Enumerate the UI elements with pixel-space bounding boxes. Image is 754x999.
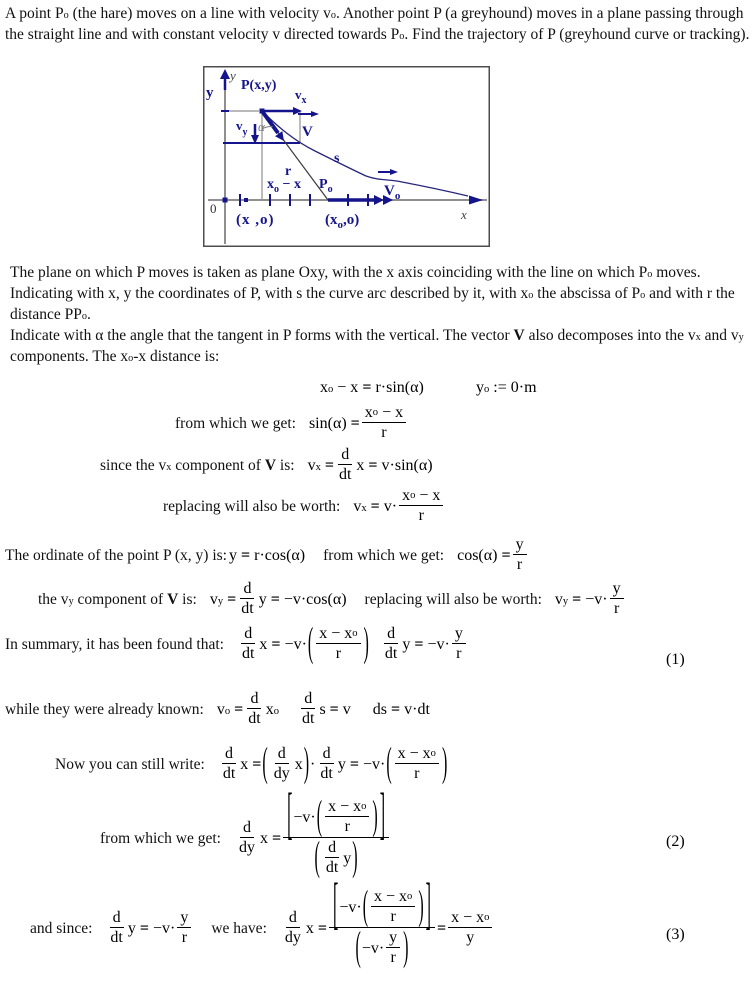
vy-lhs2: $v_y = -v\cdot$	[554, 590, 608, 608]
x-point-dot	[244, 198, 248, 202]
derivative-d-dy: $\frac{d}{dy}$	[238, 819, 255, 856]
dxdy-lhs: x =	[259, 829, 282, 847]
intro-paragraph	[5, 3, 750, 45]
fraction: x − x o r	[316, 625, 360, 664]
fraction: x o − x r	[399, 487, 443, 526]
v0-rhs: $x_o$	[265, 700, 279, 718]
row-known	[5, 690, 430, 729]
sin-alpha-lhs: sin(α) =	[308, 414, 360, 432]
derivative-d-dt: $\frac{d}{dt}$	[320, 745, 333, 782]
left-paren: (	[262, 741, 268, 786]
p0-label: $P_o$	[319, 177, 333, 195]
derivative-d-dt: $\frac{d}{dt}$	[241, 625, 255, 662]
ds-dt-rhs: s = v	[319, 700, 351, 718]
big-fraction	[283, 785, 389, 880]
right-paren: )	[363, 621, 369, 666]
denominator-y: y	[343, 849, 352, 867]
vx-rhs: x = v·sin(α)	[356, 456, 433, 474]
row-final	[30, 875, 494, 970]
p-point-dot	[260, 109, 265, 114]
right-paren: )	[441, 741, 448, 786]
equation-number-2: (2)	[666, 833, 685, 850]
fraction: $\frac{y}{r}$	[386, 929, 400, 968]
paragraph-indicating: Indicating with x, y the coordinates of P, with s the curve arc described by it, with $x_o$ the abscissa of $P_o$ and with r the distance $PP_o$.	[10, 285, 735, 323]
fraction: x o − x r	[362, 404, 406, 443]
chain-x: x	[294, 755, 303, 773]
row-i-label: Now you can still write:	[55, 755, 205, 773]
row-vy-derivative	[38, 580, 626, 619]
derivative-d-dy: $\frac{d}{dy}$	[273, 745, 290, 782]
vx-label: $v_x$	[295, 87, 307, 106]
summary-y-mid: y = −v·	[402, 635, 450, 653]
v-label: V	[302, 124, 313, 140]
right-paren: )	[303, 741, 310, 786]
minus-v-term: −v·	[361, 939, 385, 957]
row-e-label: The ordinate of the point P (x, y) is:	[5, 546, 227, 564]
left-paren: (	[355, 925, 361, 970]
minus-v-term: −v·	[293, 808, 316, 826]
row-vx-replaced	[163, 487, 445, 526]
equation-x0-minus-x: $x_o - x = r\cdot\sin(\alpha)$	[320, 379, 424, 396]
derivative-d-dt: $\frac{d}{dt}$	[222, 745, 236, 782]
p-label: P(x,y)	[241, 78, 277, 93]
vy-lhs: $v_y$ =	[209, 590, 237, 608]
vx-lhs: $v_x$ =	[307, 456, 334, 474]
right-paren: )	[372, 794, 378, 839]
v0-lhs: $v_o$ =	[216, 700, 244, 718]
fraction: x − x o r	[371, 888, 415, 927]
row-c-label: since the $v_x$ component of V is:	[100, 456, 295, 474]
big-fraction-numerator	[329, 875, 435, 937]
since-y-equals: y = −v·	[127, 919, 176, 937]
ds-equation: ds = v·dt	[372, 700, 430, 718]
origin-dot	[223, 198, 228, 203]
alpha-label: α	[258, 119, 265, 134]
paragraph-angle: Indicate with α the angle that the tangent in P forms with the vertical. The vector V also decomposes into the $v_x$ and $v_y$ components. The $x_o-x$ distance is:	[10, 327, 744, 365]
final-lhs: x =	[305, 919, 327, 937]
row-summary	[5, 621, 468, 666]
chain-y-equals: y = −v·	[337, 755, 386, 773]
vx-lhs2: $v_x = v\cdot$	[353, 497, 398, 515]
right-bracket: ]	[379, 785, 386, 847]
derivative-d-dt: $\frac{d}{dt}$	[248, 690, 261, 727]
y-coord-label: y	[206, 85, 214, 101]
minus-v-term: −v·	[339, 898, 362, 916]
left-paren: (	[307, 621, 314, 666]
x0-point-label: $(x_o,o)$	[325, 212, 360, 231]
big-fraction-denominator	[351, 925, 412, 970]
fraction: x − x o y	[448, 909, 492, 948]
distance-label: $x_o - x$	[267, 177, 301, 195]
derivative-d-dt: $\frac{d}{dt}$	[110, 909, 123, 946]
row-k-label: and since:	[30, 919, 93, 937]
row-k-label2: we have:	[211, 919, 267, 937]
fraction: x − x o r	[395, 745, 439, 784]
intro-text: A point $P_o$ (the hare) moves on a line with velocity $v_o$. Another point P (a greyhound) moves in a plane passing through the straight line and with constant velocity v directed towards $P_o$. Find the trajectory of P (greyhound curve or tracking).	[5, 5, 750, 43]
left-paren: (	[386, 741, 392, 786]
row-g-label: In summary, it has been found that:	[5, 635, 224, 653]
equation-y0-definition: $y_o$ := 0·m	[476, 379, 537, 396]
row-f-label2: replacing will also be worth:	[364, 590, 542, 608]
row-vx-derivative	[100, 446, 433, 485]
y-axis-label: y	[230, 68, 236, 83]
fraction: $\frac{y}{r}$	[610, 580, 624, 619]
left-bracket: [	[333, 875, 339, 937]
pursuit-diagram	[203, 66, 490, 247]
left-paren: (	[314, 835, 320, 880]
fraction: $\frac{y}{r}$	[177, 909, 191, 948]
v0-label: $V_o$	[384, 183, 401, 202]
row-b-label: from which we get:	[175, 414, 296, 432]
right-paren: )	[418, 884, 424, 929]
derivative-d-dt: $\frac{d}{dt}$	[325, 839, 339, 876]
chain-x-equals: x =	[240, 755, 262, 773]
s-label: s	[334, 151, 340, 166]
x-axis-label: x	[461, 207, 467, 222]
vy-label: $v_y$	[236, 118, 248, 138]
row-h-label: while they were already known:	[5, 700, 204, 718]
fraction: $\frac{y}{r}$	[452, 625, 466, 664]
cos-alpha-lhs: cos(α) =	[457, 546, 511, 564]
derivative-d-dy: $\frac{d}{dy}$	[284, 909, 301, 946]
left-paren: (	[316, 794, 323, 839]
final-equals: =	[436, 919, 447, 937]
chain-dot: ·	[310, 755, 316, 773]
derivative-d-dt: $\frac{d}{dt}$	[301, 690, 315, 727]
paragraph-plane: The plane on which P moves is taken as plane Oxy, with the x axis coinciding with the line on which $P_o$ moves.	[10, 264, 701, 281]
row-sin-alpha	[175, 404, 408, 443]
vy-rhs: y = −v·cos(α)	[258, 590, 347, 608]
origin-label: 0	[210, 201, 217, 216]
derivative-d-dt: $\frac{d}{dt}$	[338, 446, 352, 483]
right-bracket: ]	[425, 875, 431, 937]
right-paren: )	[352, 835, 358, 880]
summary-x-mid: x = −v·	[259, 635, 307, 653]
equation-number-3: (3)	[666, 926, 685, 943]
row-chain-rule	[55, 741, 448, 786]
x-point-label: (x ,o)	[236, 212, 275, 228]
derivative-d-dt: $\frac{d}{dt}$	[241, 580, 254, 617]
y-equals: y = r·cos(α)	[228, 546, 306, 564]
big-fraction-denominator	[311, 835, 362, 880]
right-paren: )	[403, 925, 409, 970]
fraction: $\frac{y}{r}$	[513, 536, 527, 575]
row-d-label: replacing will also be worth:	[163, 497, 341, 515]
row-j-label: from which we get:	[100, 829, 221, 847]
left-paren: (	[362, 884, 369, 929]
row-ordinate	[5, 536, 529, 575]
fraction: x − x o r	[325, 798, 369, 837]
derivative-d-dt: $\frac{d}{dt}$	[384, 625, 398, 662]
row-e-label2: from which we get:	[323, 546, 445, 564]
r-label: r	[285, 164, 292, 179]
big-fraction-numerator	[283, 785, 389, 847]
big-fraction	[329, 875, 435, 970]
description-paragraphs	[10, 262, 750, 367]
row-f-label: the $v_y$ component of V is:	[38, 590, 197, 608]
equation-number-1: (1)	[666, 651, 685, 668]
row-dxdy	[100, 785, 391, 880]
left-bracket: [	[287, 785, 293, 847]
